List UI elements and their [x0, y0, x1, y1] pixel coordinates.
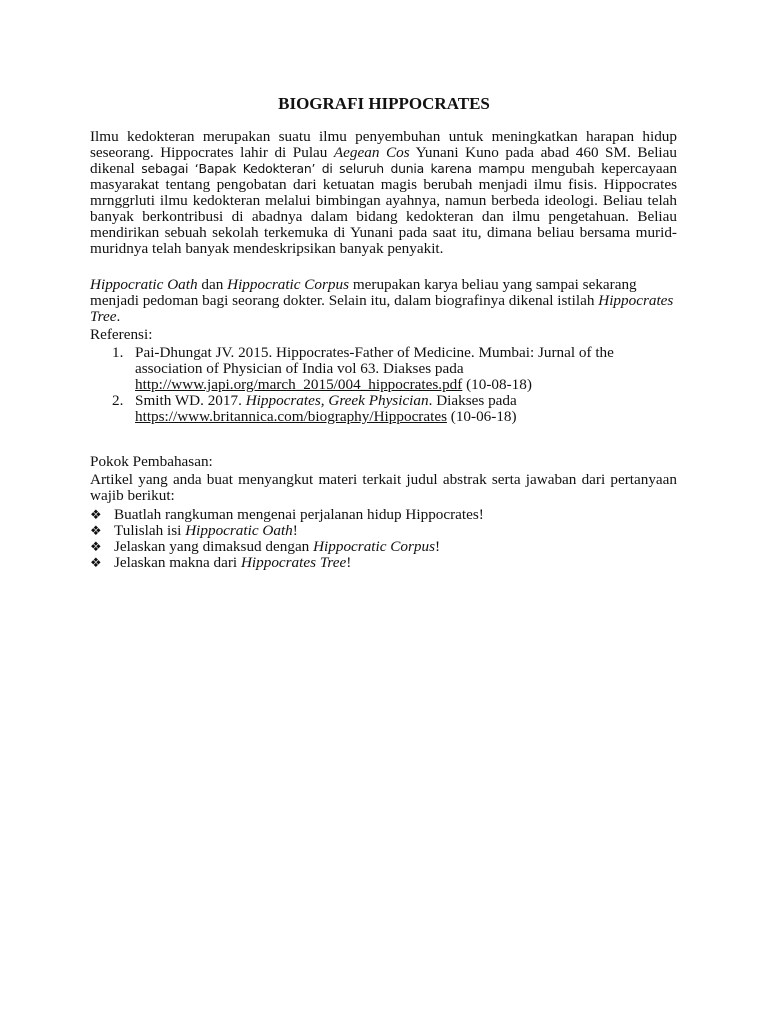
paragraph-text: Ilmu kedokteran merupakan suatu ilmu penyembuhan untuk meningkatkan harapan hidup seseorang. Hippocrates lahir di Pulau — [90, 128, 677, 161]
reference-item — [90, 393, 680, 425]
biography-paragraph — [90, 129, 677, 257]
diamond-bullet-icon: ❖ — [90, 507, 102, 522]
reference-link[interactable]: https://www.britannica.com/biography/Hippocrates — [135, 408, 447, 425]
paragraph-text: . — [116, 308, 121, 325]
bullet-italic-text: Hippocrates Tree — [240, 554, 347, 571]
bullet-end: ! — [435, 538, 441, 555]
diamond-bullet-icon: ❖ — [90, 539, 102, 554]
document-title: BIOGRAFI HIPPOCRATES — [278, 94, 490, 113]
reference-number: 2. — [112, 392, 124, 409]
bullet-text: Buatlah rangkuman mengenai perjalanan hidup Hippocrates! — [114, 506, 484, 523]
bullet-italic-text: Hippocratic Oath — [185, 522, 293, 539]
reference-italic-title: Hippocrates, Greek Physician — [245, 392, 429, 409]
paragraph-italic-text: Hippocratic Oath — [90, 276, 198, 293]
paragraph-italic-text: Hippocrates Tree — [90, 292, 674, 325]
diamond-bullet-icon: ❖ — [90, 523, 102, 538]
discussion-intro: Artikel yang anda buat menyangkut materi terkait judul abstrak serta jawaban dari pertanyaan wajib berikut: — [90, 471, 677, 504]
bullet-text: Jelaskan makna dari — [114, 554, 241, 571]
references-list — [90, 345, 680, 425]
paragraph-text-alt-font: sebagai ‘Bapak Kedokteran’ di seluruh dunia karena mampu — [141, 161, 525, 176]
reference-link[interactable]: http://www.japi.org/march_2015/004_hippocrates.pdf — [135, 376, 463, 393]
paragraph-text: Yunani Kuno pada abad 460 SM. Beliau dikenal — [90, 144, 677, 177]
reference-text: Pai-Dhungat JV. 2015. Hippocrates-Father of Medicine. Mumbai: Jurnal of the association of Physician of India vol 63. Diakses pada — [135, 344, 614, 377]
reference-text: . Diakses pada — [428, 392, 517, 409]
diamond-bullet-icon: ❖ — [90, 555, 102, 570]
reference-item — [90, 345, 680, 393]
paragraph-text: dan — [197, 276, 228, 293]
paragraph-italic-text: Hippocratic Corpus — [227, 276, 350, 293]
bullet-end: ! — [346, 554, 352, 571]
bullet-italic-text: Hippocratic Corpus — [313, 538, 436, 555]
paragraph-text: mengubah kepercayaan masyarakat tentang pengobatan dari ketuatan magis berubah menjadi ilmu fisis. Hippocrates mrnggrluti ilmu kedokteran melalui bimbingan ayahnya, namun berbeda ideologi. Beliau telah banyak berkontribusi di abadnya dalam bidang kedokteran dan ilmu pengetahuan. Beliau mendirikan sebuah sekolah terkemuka di Yunani pada saat itu, dimana beliau bersama murid-muridnya telah banyak mendeskripsikan banyak penyakit. — [90, 160, 678, 257]
bullet-end: ! — [292, 522, 298, 539]
references-heading: Referensi: — [90, 326, 153, 343]
discussion-bullet-item — [90, 523, 680, 539]
paragraph-text: merupakan karya beliau yang sampai sekarang menjadi pedoman bagi seorang dokter. Selain itu, dalam biografinya dikenal istilah — [90, 276, 637, 309]
paragraph-italic-text: Aegean Cos — [333, 144, 410, 161]
bullet-text: Tulislah isi — [114, 522, 186, 539]
bullet-text: Jelaskan yang dimaksud dengan — [114, 538, 314, 555]
reference-number: 1. — [112, 344, 124, 361]
works-paragraph — [90, 277, 677, 325]
reference-date: (10-06-18) — [446, 408, 517, 425]
discussion-bullet-list — [90, 507, 680, 571]
discussion-bullet-item — [90, 507, 680, 523]
discussion-bullet-item — [90, 539, 680, 555]
discussion-heading: Pokok Pembahasan: — [90, 453, 213, 470]
reference-text: Smith WD. 2017. — [135, 392, 246, 409]
discussion-bullet-item — [90, 555, 680, 571]
reference-date: (10-08-18) — [462, 376, 532, 393]
